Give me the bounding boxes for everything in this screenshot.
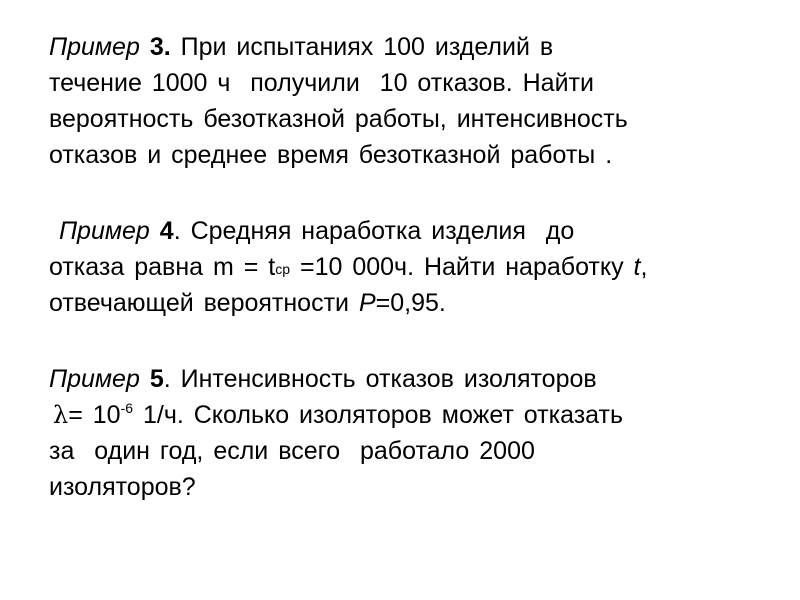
example-5-number: 5 (149, 365, 164, 393)
variable-t: t (633, 253, 641, 281)
example-4-line-2 (49, 249, 647, 288)
example-5-line-2 (53, 397, 623, 436)
variable-P: P (358, 289, 376, 317)
example-3-text-1: При испытаниях 100 изделий в (170, 33, 554, 61)
example-5-line-3: за один год, если всего работало 2000 (49, 437, 535, 465)
example-4-text-3a: отвечающей вероятности (49, 289, 359, 317)
example-5-line-1 (49, 361, 597, 397)
example-5-text-1: . Интенсивность отказов изоляторов (163, 365, 597, 393)
example-4-line-3 (49, 285, 446, 321)
example-4-text-3b: =0,95. (375, 289, 446, 317)
example-5-line-4: изоляторов? (49, 473, 196, 501)
example-3-line-2: течение 1000 ч получили 10 отказов. Найти (49, 69, 594, 97)
t-sub-cp: ср (275, 261, 291, 277)
example-3-number: 3. (149, 33, 171, 61)
example-4-number: 4 (159, 217, 174, 245)
example-4-line-1 (49, 213, 574, 249)
example-3-line-4: отказов и среднее время безотказной работы . (49, 141, 613, 169)
example-5-word: Пример (49, 365, 140, 393)
example-4-word: Пример (49, 217, 150, 245)
exponent: -6 (120, 400, 134, 416)
example-4-text-2a: отказа равна m = t (49, 253, 276, 281)
lambda-symbol: λ (53, 401, 69, 429)
example-5-text-2a: = 10 (68, 401, 121, 429)
example-5-text-2b: 1/ч. Сколько изоляторов может отказать (133, 401, 623, 429)
example-4-comma: , (640, 253, 648, 281)
example-4-text-1: . Средняя наработка изделия до (173, 217, 575, 245)
example-3-word: Пример (49, 33, 140, 61)
example-4-text-2b: =10 000ч. Найти наработку (290, 253, 634, 281)
example-3-line-1 (49, 29, 553, 65)
example-3-line-3: вероятность безотказной работы, интенсивность (49, 105, 628, 133)
